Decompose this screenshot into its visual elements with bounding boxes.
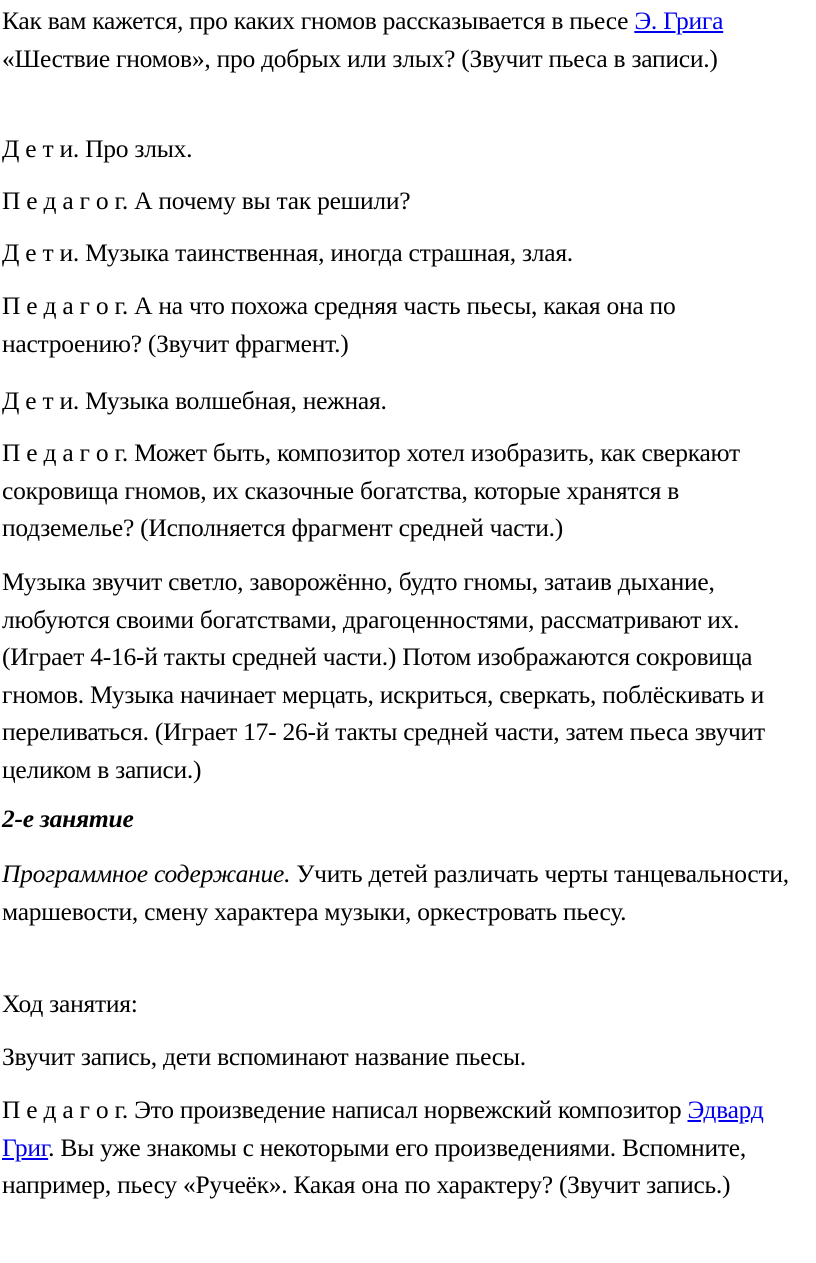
paragraph-text: . Вы уже знакомы с некоторыми его произведениями. Вспомните, например, пьесу «Ручеёк». Какая она по характеру? (Звучит запись.) [2, 1132, 746, 1199]
program-content-label: Программное содержание. [2, 859, 291, 888]
paragraph-children-reply-2: Д е т и. Музыка таинственная, иногда страшная, злая. [2, 238, 573, 267]
paragraph-lesson-flow: Ход занятия: [2, 989, 138, 1018]
paragraph-children-reply-1: Д е т и. Про злых. [2, 134, 193, 163]
paragraph-children-reply-3: Д е т и. Музыка волшебная, нежная. [2, 386, 387, 415]
section-heading [2, 800, 814, 838]
paragraph-text: «Шествие гномов», про добрых или злых? (Звучит пьеса в записи.) [2, 43, 718, 73]
paragraph-text: П е д а г о г. Это произведение написал норвежский композитор [2, 1095, 688, 1124]
paragraph-program-content [2, 855, 814, 930]
paragraph-text: Как вам кажется, про каких гномов рассказывается в пьесе [2, 6, 635, 35]
section-heading-text: 2-е занятие [2, 804, 134, 833]
paragraph-teacher-question-3: П е д а г о г. Может быть, композитор хотел изобразить, как сверкают сокровища гномов, их сказочные богатства, которые хранятся в подземелье? (Исполняется фрагмент средней части.) [2, 438, 740, 542]
paragraph-music-description: Музыка звучит светло, заворожённо, будто гномы, затаив дыхание, любуются своими богатствами, драгоценностями, рассматривают их. (Играет 4-16-й такты средней части.) Потом изображаются сокровища гномов. Музыка начинает мерцать, искриться, сверкать, поблёскивать и переливаться. (Играет 17- 26-й такты средней части, затем пьеса звучит целиком в записи.) [2, 567, 765, 784]
paragraph-question-gnomes [2, 2, 814, 77]
paragraph-teacher-question-2: П е д а г о г. А на что похожа средняя часть пьесы, какая она по настроению? (Звучит фрагмент.) [2, 291, 676, 358]
paragraph-text: Учить детей различать черты танцевальности, маршевости, смену характера музыки, оркестровать пьесу. [2, 859, 789, 926]
paragraph-recording-plays: Звучит запись, дети вспоминают название пьесы. [2, 1042, 526, 1071]
paragraph-teacher-grieg [2, 1091, 814, 1204]
paragraph-teacher-question-1: П е д а г о г. А почему вы так решили? [2, 186, 411, 215]
grieg-link[interactable]: Э. Грига [634, 6, 724, 35]
edvard-grieg-link[interactable]: Эдвард Григ [2, 1095, 764, 1162]
